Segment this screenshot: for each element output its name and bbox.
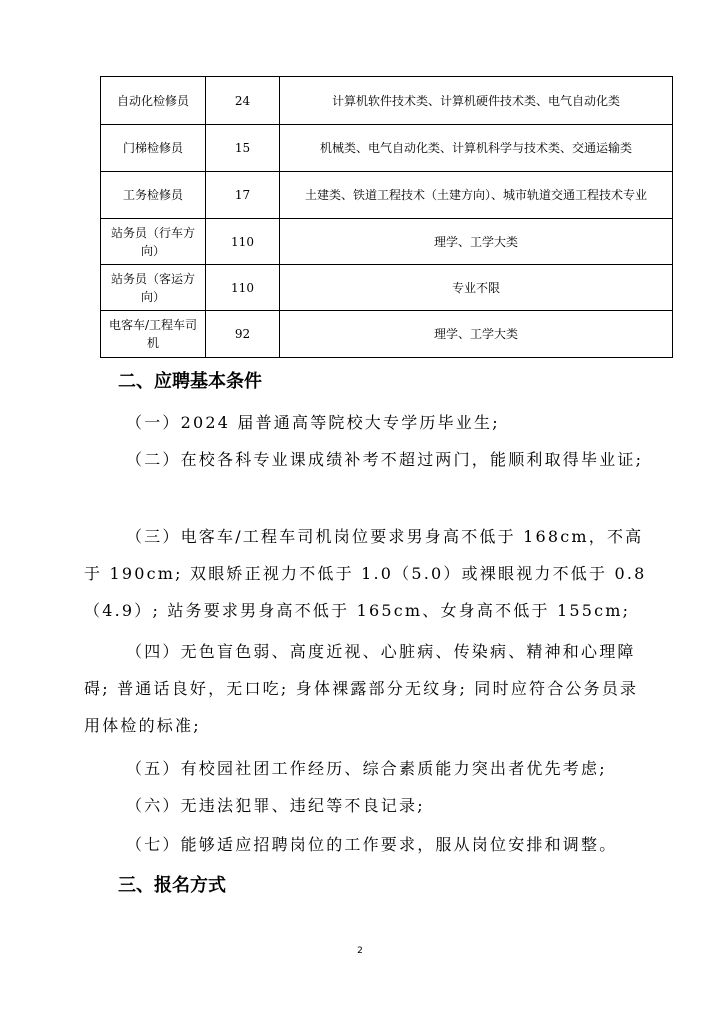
requirement-item: （一）2024 届普通高等院校大专学历毕业生;	[126, 413, 500, 432]
section-heading-requirements: 二、应聘基本条件	[118, 371, 262, 392]
table-row	[101, 125, 673, 172]
table-row	[101, 311, 673, 358]
position-cell: 站务员（行车方向）	[101, 219, 206, 265]
majors-cell: 理学、工学大类	[280, 311, 673, 358]
recruitment-table	[100, 76, 673, 358]
majors-cell: 机械类、电气自动化类、计算机科学与技术类、交通运输类	[280, 125, 673, 172]
table-row	[101, 172, 673, 219]
count-cell: 110	[206, 265, 280, 311]
position-cell: 电客车/工程车司机	[101, 311, 206, 358]
section-heading-registration: 三、报名方式	[118, 875, 226, 896]
table-row	[101, 219, 673, 265]
count-cell: 110	[206, 219, 280, 265]
requirement-item: （四）无色盲色弱、高度近视、心脏病、传染病、精神和心理障碍; 普通话良好，无口吃; 身体裸露部分无纹身; 同时应符合公务员录用体检的标准;	[84, 642, 639, 735]
requirement-item: （二）在校各科专业课成绩补考不超过两门，能顺利取得毕业证;	[126, 450, 644, 469]
majors-cell: 专业不限	[280, 265, 673, 311]
majors-cell: 土建类、铁道工程技术（土建方向）、城市轨道交通工程技术专业	[280, 172, 673, 219]
position-cell: 自动化检修员	[101, 77, 206, 125]
requirement-item: （五）有校园社团工作经历、综合素质能力突出者优先考虑;	[126, 759, 607, 778]
table-row	[101, 77, 673, 125]
position-cell: 站务员（客运方向）	[101, 265, 206, 311]
position-cell: 门梯检修员	[101, 125, 206, 172]
count-cell: 24	[206, 77, 280, 125]
requirement-item: （七）能够适应招聘岗位的工作要求，服从岗位安排和调整。	[126, 835, 618, 854]
table-row	[101, 265, 673, 311]
requirement-item: （三）电客车/工程车司机岗位要求男身高不低于 168cm，不高于 190cm; 双眼矫正视力不低于 1.0（5.0）或裸眼视力不低于 0.8（4.9）; 站务要求男身高不低于 165cm、女身高不低于 155cm;	[84, 527, 647, 620]
count-cell: 15	[206, 125, 280, 172]
count-cell: 92	[206, 311, 280, 358]
page-number: 2	[357, 946, 363, 956]
majors-cell: 计算机软件技术类、计算机硬件技术类、电气自动化类	[280, 77, 673, 125]
majors-cell: 理学、工学大类	[280, 219, 673, 265]
count-cell: 17	[206, 172, 280, 219]
requirement-item: （六）无违法犯罪、违纪等不良记录;	[126, 796, 425, 815]
position-cell: 工务检修员	[101, 172, 206, 219]
